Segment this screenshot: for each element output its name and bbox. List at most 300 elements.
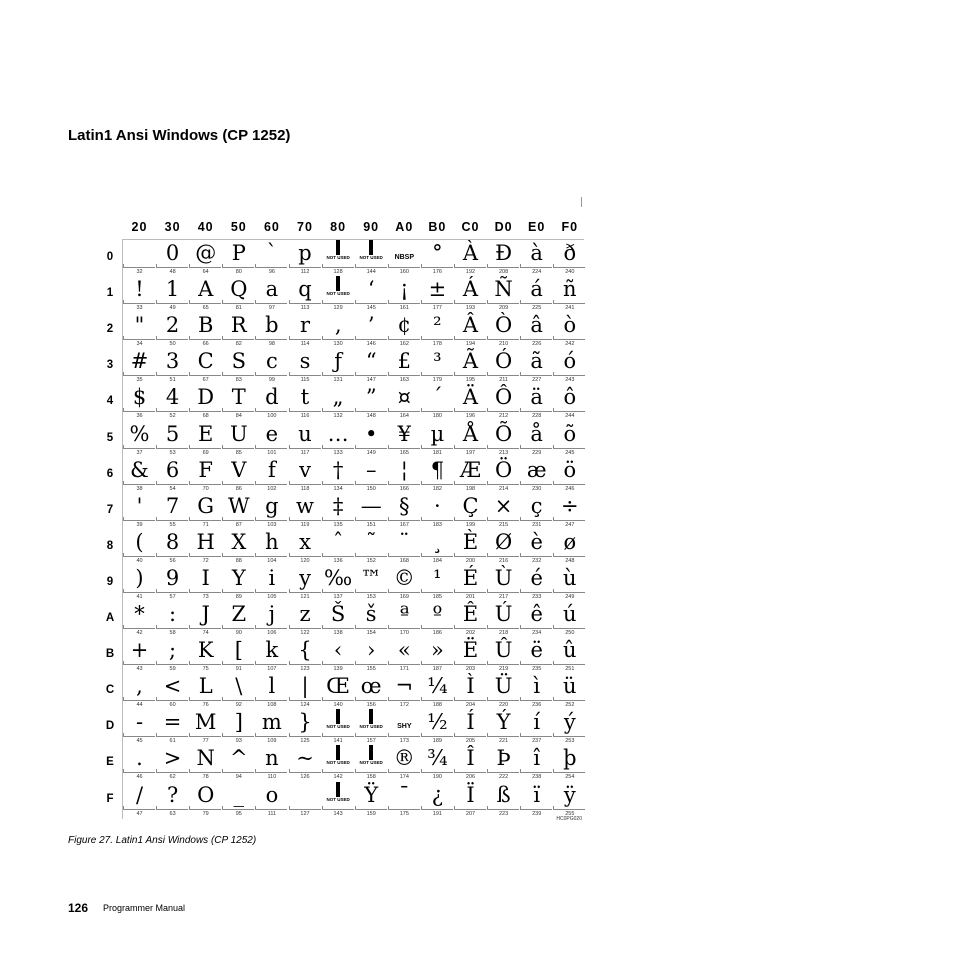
decimal-code: 190 (432, 774, 442, 781)
row-header: 6 (106, 467, 114, 480)
decimal-code: 205 (465, 738, 476, 745)
cell-tick (520, 264, 521, 268)
char-glyph: Ë (462, 638, 479, 663)
cell-tick (520, 553, 521, 557)
cell-tick (322, 300, 323, 304)
cell-tick (421, 481, 422, 485)
char-glyph: h (265, 529, 279, 554)
decimal-code: 76 (202, 702, 209, 709)
cell-tick (189, 806, 190, 810)
decimal-code: 74 (202, 630, 209, 636)
char-cell (189, 528, 222, 564)
char-cell (156, 492, 189, 528)
char-glyph: g (265, 493, 279, 518)
decimal-code: 200 (465, 557, 476, 564)
cell-baseline (389, 411, 420, 412)
cell-tick (388, 625, 389, 629)
char-cell (553, 744, 586, 780)
char-glyph: Ÿ (364, 782, 379, 807)
char-cell (322, 744, 355, 780)
cell-tick (553, 372, 554, 376)
cell-baseline (554, 772, 585, 773)
char-cell (421, 528, 454, 564)
char-glyph: Ú (494, 602, 513, 626)
decimal-code: 176 (432, 269, 442, 275)
char-glyph: H (196, 529, 215, 554)
cell-baseline (455, 339, 486, 340)
char-cell (255, 528, 288, 564)
char-glyph: † (332, 457, 344, 482)
char-glyph: Ô (494, 385, 513, 410)
char-abbreviation: NBSP (394, 254, 415, 261)
char-glyph: o (265, 782, 279, 807)
cell-baseline (290, 809, 321, 810)
char-glyph: Ù (494, 565, 513, 590)
decimal-code: 229 (532, 449, 542, 456)
decimal-code: 160 (399, 269, 409, 275)
char-glyph: y (299, 565, 311, 590)
cell-tick (355, 769, 356, 773)
char-cell (520, 275, 553, 311)
cell-tick (255, 769, 256, 773)
char-cell (255, 708, 288, 744)
decimal-code: 194 (465, 341, 476, 348)
char-glyph: ™ (360, 565, 382, 590)
char-glyph: ‚ (334, 313, 342, 338)
figure-caption: Figure 27. Latin1 Ansi Windows (CP 1252) (68, 835, 257, 846)
cell-baseline (157, 448, 188, 449)
char-glyph: z (299, 602, 311, 626)
char-glyph: F (198, 457, 213, 482)
cell-tick (454, 372, 455, 376)
cell-tick (189, 372, 190, 376)
cell-baseline (356, 809, 387, 810)
char-cell (123, 492, 156, 528)
char-glyph: ê (530, 602, 543, 626)
cell-baseline (422, 339, 453, 340)
decimal-code: 253 (565, 738, 575, 745)
char-cell (289, 311, 322, 347)
char-glyph: Ê (462, 602, 479, 626)
char-cell (222, 708, 255, 744)
cell-baseline (223, 375, 254, 376)
cell-tick (156, 517, 157, 521)
cell-tick (388, 697, 389, 701)
decimal-code: 55 (169, 521, 176, 528)
decimal-code: 38 (136, 485, 143, 492)
char-cell (421, 564, 454, 600)
char-glyph: ö (563, 457, 577, 482)
cell-baseline (488, 700, 519, 701)
cell-baseline (554, 556, 585, 557)
not-used-label: NOT USED (359, 760, 383, 766)
cell-baseline (190, 448, 221, 449)
cell-baseline (356, 411, 387, 412)
cell-baseline (323, 628, 354, 629)
decimal-code: 33 (136, 305, 143, 312)
not-used-bar (336, 276, 340, 291)
cell-tick (322, 481, 323, 485)
char-cell (322, 492, 355, 528)
decimal-code: 34 (136, 341, 143, 348)
char-cell (255, 564, 288, 600)
cell-baseline (356, 484, 387, 485)
cell-tick (289, 806, 290, 810)
cell-baseline (124, 411, 155, 412)
row-header: D (105, 720, 115, 733)
char-glyph: ‰ (324, 565, 353, 590)
char-cell (520, 636, 553, 672)
cell-baseline (124, 339, 155, 340)
cell-tick (553, 661, 554, 665)
column-header: F0 (561, 220, 579, 234)
char-glyph: Ñ (494, 277, 513, 302)
char-glyph: ÷ (560, 493, 579, 518)
char-cell (322, 383, 355, 419)
decimal-code: 154 (366, 630, 376, 636)
cell-baseline (488, 592, 519, 593)
char-cell (222, 347, 255, 383)
cell-baseline (223, 700, 254, 701)
char-abbreviation: SHY (397, 723, 412, 731)
cell-baseline (422, 411, 453, 412)
cell-baseline (488, 411, 519, 412)
char-cell (156, 383, 189, 419)
char-glyph: c (266, 349, 278, 374)
cell-tick (222, 264, 223, 268)
cell-tick (388, 264, 389, 268)
char-cell (289, 672, 322, 708)
char-glyph: q (298, 277, 312, 302)
cell-baseline (422, 520, 453, 521)
char-glyph: ï (533, 782, 541, 807)
cell-baseline (389, 339, 420, 340)
cell-baseline (223, 267, 254, 268)
decimal-code: 67 (202, 377, 209, 384)
column-header: C0 (461, 220, 480, 234)
char-cell (255, 275, 288, 311)
cell-tick (454, 553, 455, 557)
char-cell (289, 528, 322, 564)
char-cell (421, 708, 454, 744)
decimal-code: 134 (333, 485, 343, 492)
cell-baseline (455, 267, 486, 268)
char-glyph: Q (230, 277, 248, 302)
cell-baseline (124, 664, 155, 665)
cell-baseline (323, 809, 354, 810)
cell-baseline (389, 375, 420, 376)
char-glyph: Ï (466, 782, 475, 807)
cell-baseline (223, 772, 254, 773)
row-header: F (106, 792, 114, 805)
column-header: 20 (131, 220, 148, 234)
decimal-code: 201 (465, 593, 476, 600)
cell-baseline (223, 736, 254, 737)
char-cell (487, 744, 520, 780)
char-glyph: Z (231, 602, 247, 626)
cell-tick (355, 733, 356, 737)
char-glyph: i (268, 565, 276, 590)
char-cell (520, 672, 553, 708)
char-glyph: / (135, 782, 144, 807)
cell-tick (388, 733, 389, 737)
char-glyph: Ó (494, 349, 513, 374)
decimal-code: 225 (532, 305, 542, 312)
cell-tick (487, 769, 488, 773)
cell-baseline (124, 303, 155, 304)
decimal-code: 95 (235, 810, 242, 817)
cell-baseline (323, 303, 354, 304)
decimal-code: 104 (267, 557, 277, 564)
cell-tick (355, 806, 356, 810)
char-cell (454, 528, 487, 564)
decimal-code: 219 (499, 666, 509, 673)
char-cell (156, 708, 189, 744)
decimal-code: 155 (366, 666, 376, 673)
cell-baseline (256, 592, 287, 593)
decimal-code: 42 (136, 630, 143, 636)
not-used-label: NOT USED (326, 724, 350, 730)
char-glyph: Á (462, 277, 479, 302)
cell-tick (454, 336, 455, 340)
char-glyph: ˜ (365, 529, 377, 554)
column-header: 70 (297, 220, 313, 234)
decimal-code: 218 (499, 630, 509, 636)
cell-tick (355, 697, 356, 701)
char-glyph: + (130, 638, 149, 663)
cell-tick (322, 408, 323, 412)
decimal-code: 126 (300, 774, 310, 781)
char-glyph: ë (530, 638, 543, 663)
decimal-code: 163 (399, 377, 409, 384)
cell-baseline (389, 664, 420, 665)
char-cell (553, 781, 586, 817)
cell-tick (255, 589, 256, 593)
char-glyph: N (196, 746, 215, 771)
char-cell (289, 492, 322, 528)
char-cell (255, 492, 288, 528)
cell-tick (289, 697, 290, 701)
decimal-code: 80 (235, 269, 242, 275)
char-cell (322, 456, 355, 492)
cell-tick (421, 300, 422, 304)
decimal-code: 178 (432, 341, 442, 348)
char-cell (520, 781, 553, 817)
decimal-code: 148 (366, 413, 376, 420)
decimal-code: 226 (532, 341, 542, 348)
decimal-code: 56 (169, 557, 176, 564)
char-cell (487, 528, 520, 564)
cell-tick (222, 445, 223, 449)
cell-baseline (323, 700, 354, 701)
cell-baseline (190, 664, 221, 665)
char-glyph: ± (428, 277, 447, 302)
cell-tick (355, 264, 356, 268)
char-glyph: x (299, 529, 311, 554)
cell-baseline (323, 592, 354, 593)
cell-tick (156, 733, 157, 737)
decimal-code: 51 (169, 377, 176, 384)
row-header: B (105, 648, 115, 661)
char-cell (388, 672, 421, 708)
char-cell (289, 600, 322, 636)
cell-baseline (256, 664, 287, 665)
decimal-code: 57 (169, 593, 176, 600)
char-cell (322, 275, 355, 311)
decimal-code: 97 (268, 305, 275, 312)
char-glyph: I (201, 565, 210, 590)
decimal-code: 43 (136, 666, 143, 673)
cell-tick (222, 733, 223, 737)
char-cell (454, 275, 487, 311)
char-glyph: J (201, 602, 210, 626)
char-cell (322, 600, 355, 636)
char-cell (520, 492, 553, 528)
decimal-code: 36 (136, 413, 143, 420)
char-cell (553, 347, 586, 383)
row-header: 2 (106, 323, 114, 336)
char-glyph: % (129, 421, 150, 446)
decimal-code: 230 (532, 485, 542, 492)
char-cell (487, 347, 520, 383)
char-cell (487, 420, 520, 456)
char-cell (421, 672, 454, 708)
decimal-code: 203 (465, 666, 476, 673)
decimal-code: 233 (532, 593, 542, 600)
cell-tick (222, 553, 223, 557)
cell-baseline (256, 772, 287, 773)
cell-baseline (256, 700, 287, 701)
cell-baseline (488, 809, 519, 810)
decimal-code: 117 (300, 449, 310, 456)
margin-rule-mark (581, 197, 582, 207)
char-glyph: ¾ (427, 746, 448, 771)
char-glyph: , (136, 674, 143, 699)
cell-tick (322, 372, 323, 376)
decimal-code: 130 (333, 341, 343, 348)
cell-tick (289, 300, 290, 304)
decimal-code: 168 (399, 557, 409, 564)
cell-baseline (488, 628, 519, 629)
char-cell (222, 492, 255, 528)
decimal-code: 39 (136, 521, 143, 528)
decimal-code: 113 (300, 305, 310, 312)
cell-baseline (323, 339, 354, 340)
cell-tick (454, 769, 455, 773)
cell-baseline (422, 592, 453, 593)
char-glyph: ù (563, 565, 577, 590)
cell-tick (520, 806, 521, 810)
cell-tick (289, 769, 290, 773)
cell-baseline (356, 303, 387, 304)
decimal-code: 174 (399, 774, 409, 781)
char-glyph: : (169, 602, 177, 626)
decimal-code: 232 (532, 557, 542, 564)
cell-baseline (455, 592, 486, 593)
char-cell (520, 239, 553, 275)
cell-baseline (256, 736, 287, 737)
not-used-marker (355, 239, 388, 261)
decimal-code: 112 (300, 269, 310, 275)
cell-baseline (157, 339, 188, 340)
decimal-code: 79 (202, 810, 209, 817)
char-glyph: ½ (427, 710, 448, 735)
char-glyph: | (301, 674, 309, 699)
char-cell (322, 708, 355, 744)
decimal-code: 150 (366, 485, 376, 492)
cell-baseline (554, 736, 585, 737)
cell-tick (487, 372, 488, 376)
char-glyph: Ã (462, 349, 479, 374)
char-glyph: ; (169, 638, 177, 663)
char-glyph: ¹ (433, 565, 442, 590)
row-header: E (106, 756, 114, 769)
char-cell (255, 781, 288, 817)
column-header: 90 (363, 220, 380, 234)
char-cell (520, 311, 553, 347)
cell-baseline (256, 809, 287, 810)
char-glyph: È (462, 529, 479, 554)
char-glyph: Ý (496, 710, 511, 735)
cell-tick (123, 300, 124, 304)
decimal-code: 101 (267, 449, 277, 456)
char-cell (355, 420, 388, 456)
char-cell (255, 456, 288, 492)
not-used-marker (322, 239, 355, 261)
char-glyph: M (194, 710, 217, 735)
char-cell (421, 420, 454, 456)
not-used-bar (336, 782, 340, 797)
char-cell (454, 420, 487, 456)
decimal-code: 77 (202, 738, 209, 745)
decimal-code: 75 (202, 666, 209, 673)
decimal-code: 209 (499, 305, 509, 312)
char-cell (421, 275, 454, 311)
char-cell (222, 636, 255, 672)
char-glyph: ª (399, 602, 410, 626)
char-cell (355, 456, 388, 492)
cell-baseline (488, 267, 519, 268)
decimal-code: 248 (565, 557, 575, 564)
cell-baseline (290, 556, 321, 557)
char-cell (322, 781, 355, 817)
char-glyph: ® (393, 746, 415, 771)
cell-tick (255, 264, 256, 268)
cell-baseline (323, 772, 354, 773)
cell-tick (454, 264, 455, 268)
cell-baseline (455, 556, 486, 557)
decimal-code: 108 (267, 702, 277, 709)
cell-baseline (422, 267, 453, 268)
decimal-code: 162 (399, 341, 409, 348)
cell-baseline (290, 592, 321, 593)
not-used-marker (322, 781, 355, 803)
char-cell (421, 347, 454, 383)
cell-tick (289, 481, 290, 485)
char-glyph: ] (234, 710, 243, 735)
decimal-code: 92 (235, 702, 242, 709)
char-cell (553, 708, 586, 744)
cell-baseline (323, 375, 354, 376)
cell-tick (123, 625, 124, 629)
decimal-code: 220 (499, 702, 509, 709)
char-cell (123, 456, 156, 492)
char-cell (355, 600, 388, 636)
char-cell (289, 636, 322, 672)
char-glyph: ÿ (563, 782, 576, 807)
decimal-code: 179 (432, 377, 442, 384)
char-glyph: ä (530, 385, 543, 410)
